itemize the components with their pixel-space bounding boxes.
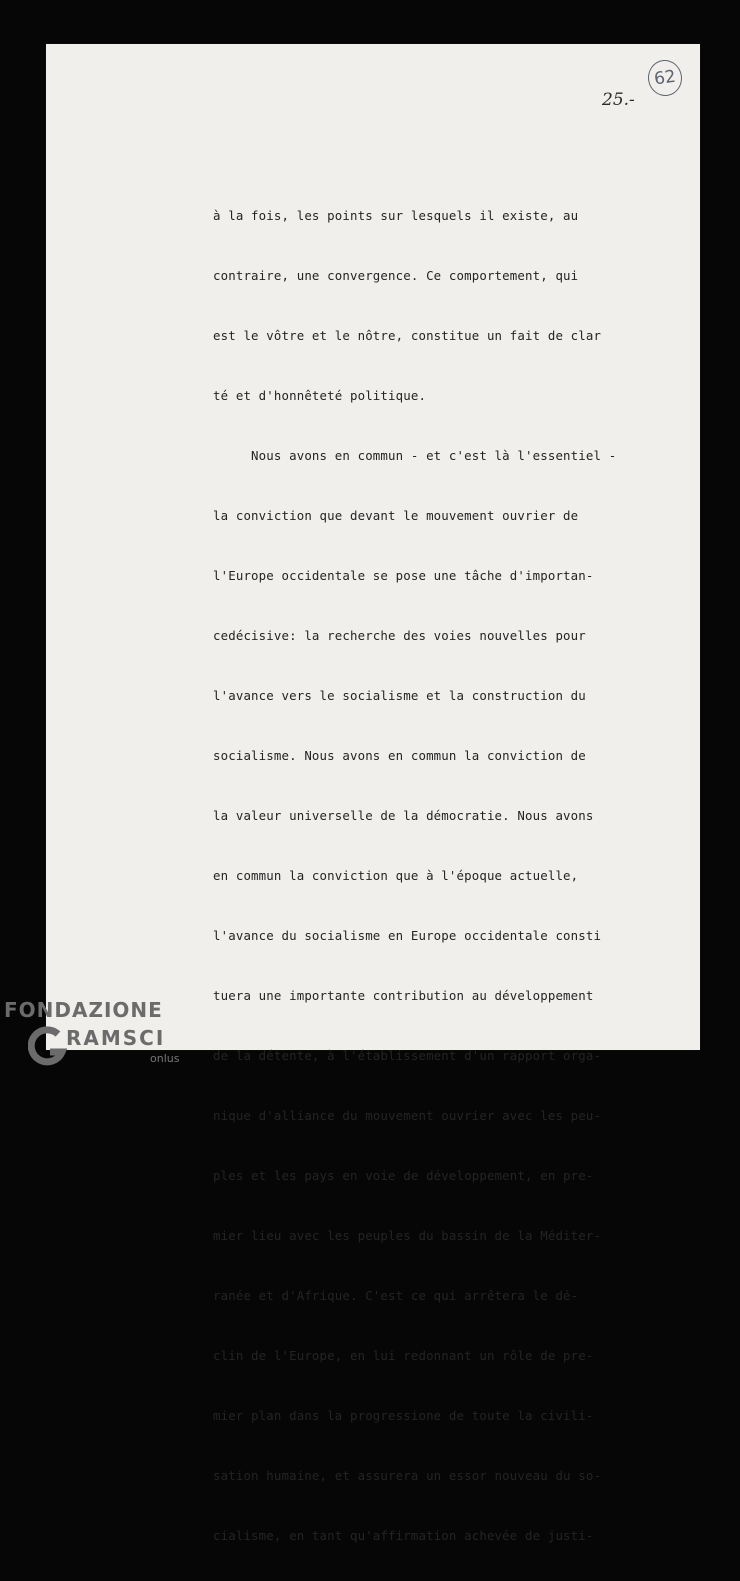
text-line: nique d'alliance du mouvement ouvrier avec les peu- (213, 1108, 602, 1123)
text-line: té et d'honnêteté politique. (213, 388, 427, 403)
text-line: à la fois, les points sur lesquels il existe, au (213, 208, 579, 223)
text-line: clin de l'Europe, en lui redonnant un rôle de pre- (213, 1348, 594, 1363)
text-line: est le vôtre et le nôtre, constitue un fait de clar (213, 328, 602, 343)
fondazione-gramsci-watermark (0, 998, 200, 1080)
watermark-onlus: onlus (150, 1052, 180, 1065)
text-line: la valeur universelle de la démocratie. Nous avons (213, 808, 594, 823)
text-line: l'avance du socialisme en Europe occidentale consti (213, 928, 602, 943)
text-line: tuera une importante contribution au développement (213, 988, 594, 1003)
text-line: socialisme. Nous avons en commun la conviction de (213, 748, 586, 763)
text-line: l'avance vers le socialisme et la construction du (213, 688, 586, 703)
gramsci-logo-icon (28, 1026, 68, 1072)
text-line: mier plan dans la progressione de toute la civili- (213, 1408, 594, 1423)
typewritten-text (213, 171, 653, 1581)
text-line: cialisme, en tant qu'affirmation achevée de justi- (213, 1528, 594, 1543)
text-line: cedécisive: la recherche des voies nouvelles pour (213, 628, 586, 643)
text-line: contraire, une convergence. Ce comportement, qui (213, 268, 579, 283)
text-line: sation humaine, et assurera un essor nouveau du so- (213, 1468, 602, 1483)
text-line: l'Europe occidentale se pose une tâche d'importan- (213, 568, 594, 583)
watermark-subtitle: RAMSCI (66, 1026, 166, 1050)
text-line: en commun la conviction que à l'époque actuelle, (213, 868, 579, 883)
text-line: ples et les pays en voie de développement, en pre- (213, 1168, 594, 1183)
text-line: de la détente, à l'établissement d'un rapport orga- (213, 1048, 602, 1063)
text-line: ranée et d'Afrique. C'est ce qui arrêtera le dé- (213, 1288, 579, 1303)
text-line: mier lieu avec les peuples du bassin de la Méditer- (213, 1228, 602, 1243)
text-line: Nous avons en commun - et c'est là l'essentiel - (213, 448, 617, 463)
page-number: 25.- (602, 90, 635, 110)
archive-number-stamp: 62 (646, 58, 685, 98)
text-line: la conviction que devant le mouvement ouvrier de (213, 508, 579, 523)
watermark-title: FONDAZIONE (4, 998, 163, 1022)
